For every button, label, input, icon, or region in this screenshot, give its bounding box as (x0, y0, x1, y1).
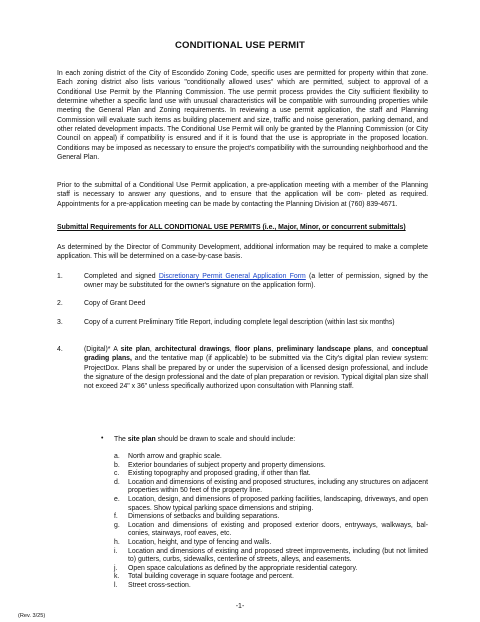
item-text: Dimensions of setbacks and building separations. (128, 513, 280, 521)
site-plan-item (114, 453, 428, 462)
item-4-segment: , (149, 346, 155, 353)
item-4-segment: floor plans (234, 346, 272, 353)
item-text: North arrow and graphic scale. (128, 453, 222, 460)
site-plan-item (114, 470, 428, 479)
site-plan-intro: The site plan should be drawn to scale and should include: (114, 436, 296, 443)
item-text: Completed and signed Discretionary Permit General Application Form (a letter of permission, signed by the owner may be substituted for the owner's signature on the application form). (84, 273, 428, 290)
site-plan-item (114, 522, 428, 539)
item-4-segment: (Digital)* A (84, 346, 121, 353)
page-title: CONDITIONAL USE PERMIT (175, 40, 305, 51)
site-plan-item (114, 539, 428, 548)
item-letter: g. (114, 521, 120, 529)
site-plan-item (114, 582, 428, 591)
item-4-segment: , (229, 346, 235, 353)
site-plan-list (114, 453, 428, 591)
item-4-segment: , (271, 346, 277, 353)
item-letter: a. (114, 453, 120, 460)
item-letter: j. (114, 564, 118, 572)
item-text: Location and dimensions of existing and proposed street improvements, including (but not limited to) gutters, curbs, sidewalks, centerline of streets, alleys, and easements. (128, 547, 428, 564)
item-letter: f. (114, 513, 118, 521)
item-text: Copy of Grant Deed (84, 300, 146, 307)
item-text: Open space calculations as defined by the appropriate residential category. (128, 564, 358, 572)
intro-paragraph: In each zoning district of the City of Escondido Zoning Code, specific uses are permitted for property within that zone. Each zoning district also lists various "conditionally allowed uses" which are permitted, subject to approval of a Conditional Use Permit by the Planning Commission. The use permit process provides the City sufficient flexibility to determine whether a specific land use with unusual characteristics will be compatible with surrounding properties while meeting the General Plan and Zoning requirements. In reviewing a use permit application, the staff and Planning Commission will evaluate such items as building placement and size, traffic and noise generation, parking demand, and other related development impacts. The Conditional Use Permit will only be granted by the Planning Commission (or City Council on appeal) if compatibility is ensured and if it is found that the use is appropriate in the proposed location. Conditions may be imposed as necessary to ensure the project's compatibility with the surrounding neighborhood and the General Plan. (57, 70, 428, 162)
item-letter: k. (114, 573, 120, 581)
item-4-segment: preliminary landscape plans (276, 346, 372, 353)
item-text: Location and dimensions of existing and proposed structures, including any structures on adjacent properties within 50 feet of the property line. (128, 478, 428, 495)
item-text: Location and dimensions of existing and proposed exterior doors, entryways, walkways, bal- conies, stairways, roof eaves, etc. (128, 521, 428, 538)
site-plan-item (114, 548, 428, 565)
item-letter: i. (114, 547, 118, 555)
item-4-segment: , and (371, 346, 392, 353)
site-plan-item (114, 462, 428, 471)
item-text: Exterior boundaries of subject property and property dimensions. (128, 461, 326, 469)
item-letter: h. (114, 538, 120, 546)
item-4-segment: conceptual grading plans, (84, 346, 428, 363)
item-text: Location, design, and dimensions of proposed parking facilities, landscaping, driveways, and open spaces. Show typical parking space dimensions and striping. (128, 495, 428, 512)
item-text: Existing topography and proposed grading, if other than flat. (128, 470, 311, 478)
site-plan-item (114, 565, 428, 574)
item-letter: b. (114, 461, 120, 469)
item-text: Total building coverage in square footage and percent. (128, 573, 294, 581)
item-4-segment: and the tentative map (if applicable) to be submitted via the City's digital plan review system: ProjectDox. Plans shall be prepared by or under the supervision of a licensed design professional, and include the signature of the design professional and the date of plan preparation or revision. Typical digital plan size shall not exceed 24" x 36" unless specifically authorized upon consultation with Planning staff. (84, 355, 428, 391)
item-letter: c. (114, 470, 120, 478)
page-number: -1- (235, 603, 245, 610)
site-plan-item (114, 513, 428, 522)
item-4-segment: site plan (120, 346, 150, 353)
item-letter: d. (114, 478, 120, 486)
site-plan-item (114, 496, 428, 513)
item-letter: l. (114, 581, 118, 589)
item-letter: e. (114, 495, 120, 503)
item-text (84, 345, 428, 392)
item-number: 1. (57, 273, 63, 280)
item-text: Street cross-section. (128, 581, 191, 589)
revision-label: (Rev. 3/25) (18, 613, 46, 619)
director-paragraph: As determined by the Director of Community Development, additional information may be required to make a complete application. This will be determined on a case-by-case basis. (57, 244, 428, 261)
item-number: 2. (57, 300, 63, 307)
item-4-segment: architectural drawings (154, 346, 230, 353)
preapp-paragraph: Prior to the submittal of a Conditional Use Permit application, a pre-application meeting with a member of the Planning staff is necessary to answer any questions, and to ensure that the application will be com- pleted as required. Appointments for a pre-application meeting can be made by contacting the Planning Division at (760) 839-4671. (57, 182, 428, 208)
item-number: 3. (57, 319, 63, 326)
item-text: Location, height, and type of fencing and walls. (128, 538, 272, 546)
site-plan-item (114, 573, 428, 582)
submittal-heading: Submittal Requirements for ALL CONDITIONAL USE PERMITS (i.e., Major, Minor, or concurrent submittals) (57, 224, 406, 231)
site-plan-item (114, 479, 428, 496)
item-text: Copy of a current Preliminary Title Report, including complete legal description (within last six months) (84, 319, 395, 326)
item-number: 4. (57, 346, 63, 353)
bullet-icon: • (101, 435, 104, 442)
application-form-link[interactable]: Discretionary Permit General Application Form (158, 273, 306, 280)
